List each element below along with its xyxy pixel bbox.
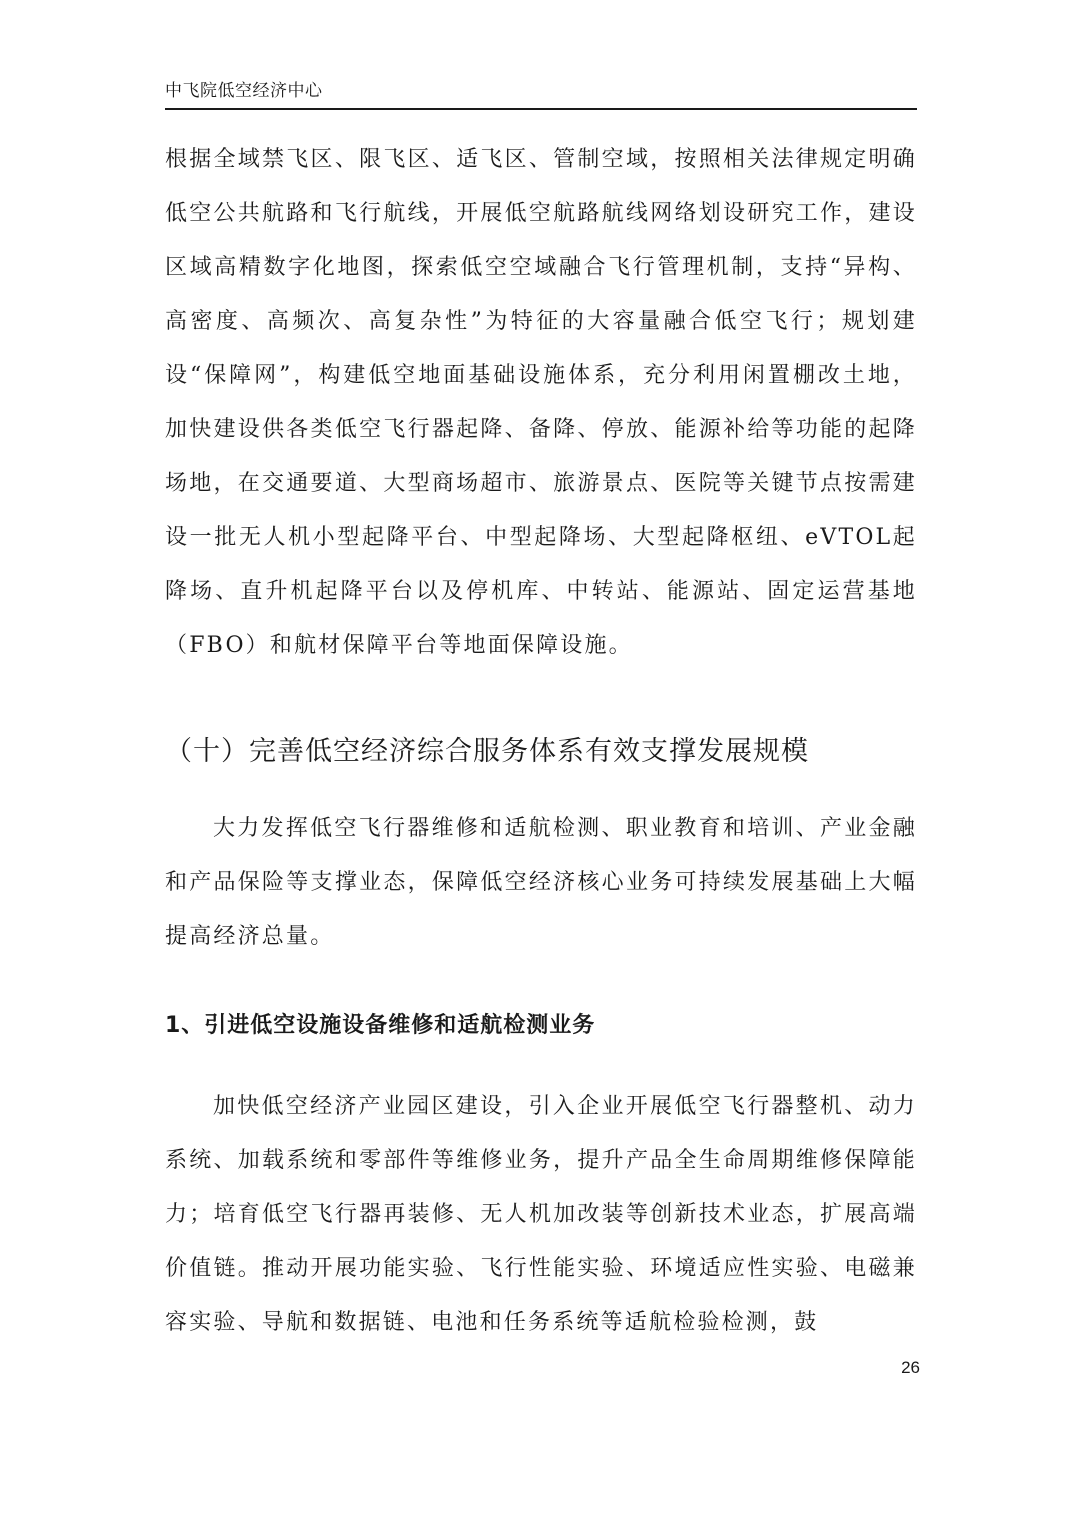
header-title: 中飞院低空经济中心 [165,81,323,101]
page-number: 26 [901,1358,920,1377]
section-heading: （十）完善低空经济综合服务体系有效支撑发展规模 [165,736,809,767]
subsection-heading: 1、引进低空设施设备维修和适航检测业务 [165,1013,596,1038]
page-header [165,78,917,110]
body-paragraph-2: 大力发挥低空飞行器维修和适航检测、职业教育和培训、产业金融和产品保险等支撑业态，保障低空经济核心业务可持续发展基础上大幅提高经济总量。 [165,816,917,949]
body-paragraph-3: 加快低空经济产业园区建设，引入企业开展低空飞行器整机、动力系统、加载系统和零部件等维修业务，提升产品全生命周期维修保障能力；培育低空飞行器再装修、无人机加改装等创新技术业态，扩展高端价值链。推动开展功能实验、飞行性能实验、环境适应性实验、电磁兼容实验、导航和数据链、电池和任务系统等适航检验检测，鼓 [165,1094,917,1335]
body-paragraph-1: 根据全域禁飞区、限飞区、适飞区、管制空域，按照相关法律规定明确低空公共航路和飞行航线，开展低空航路航线网络划设研究工作，建设区域高精数字化地图，探索低空空域融合飞行管理机制，支持“异构、高密度、高频次、高复杂性”为特征的大容量融合低空飞行；规划建设“保障网”，构建低空地面基础设施体系，充分利用闲置棚改土地，加快建设供各类低空飞行器起降、备降、停放、能源补给等功能的起降场地，在交通要道、大型商场超市、旅游景点、医院等关键节点按需建设一批无人机小型起降平台、中型起降场、大型起降枢纽、eVTOL起降场、直升机起降平台以及停机库、中转站、能源站、固定运营基地（FBO）和航材保障平台等地面保障设施。 [165,147,917,658]
